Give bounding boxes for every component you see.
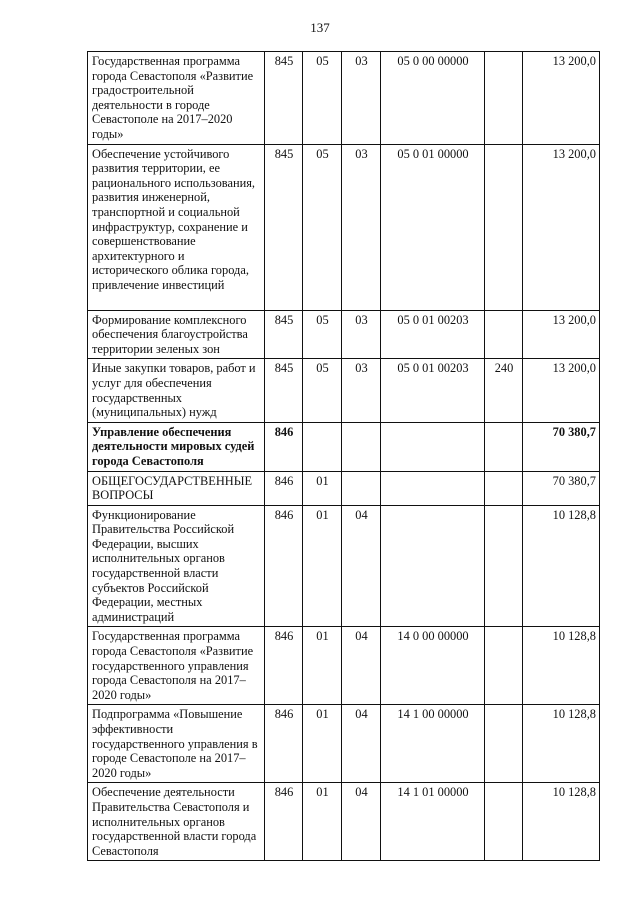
cell-pr: 04 xyxy=(342,627,381,705)
cell-pr: 04 xyxy=(342,505,381,627)
cell-vr xyxy=(485,310,523,359)
table-row xyxy=(88,705,600,783)
cell-csr: 05 0 01 00000 xyxy=(381,144,485,310)
cell-name: Управление обеспечения деятельности мировых судей города Севастополя xyxy=(88,422,265,471)
cell-rz: 05 xyxy=(303,144,342,310)
cell-csr: 14 0 00 00000 xyxy=(381,627,485,705)
cell-rz: 01 xyxy=(303,627,342,705)
cell-csr: 05 0 01 00203 xyxy=(381,359,485,422)
cell-vr: 240 xyxy=(485,359,523,422)
cell-sum: 70 380,7 xyxy=(523,471,600,505)
cell-csr xyxy=(381,505,485,627)
table-row xyxy=(88,310,600,359)
table-row xyxy=(88,144,600,310)
cell-rz: 01 xyxy=(303,471,342,505)
cell-name: Формирование комплексного обеспечения благоустройства территории зеленых зон xyxy=(88,310,265,359)
cell-grbs: 845 xyxy=(265,359,303,422)
cell-sum: 10 128,8 xyxy=(523,783,600,861)
cell-pr xyxy=(342,471,381,505)
cell-vr xyxy=(485,144,523,310)
cell-grbs: 846 xyxy=(265,471,303,505)
cell-name: Обеспечение деятельности Правительства Севастополя и исполнительных органов государственной власти города Севастополя xyxy=(88,783,265,861)
cell-pr: 04 xyxy=(342,705,381,783)
cell-name: Подпрограмма «Повышение эффективности государственного управления в городе Севастополе на 2017–2020 годы» xyxy=(88,705,265,783)
cell-grbs: 846 xyxy=(265,422,303,471)
cell-pr: 03 xyxy=(342,52,381,145)
cell-name: Государственная программа города Севастополя «Развитие градостроительной деятельности в городе Севастополе на 2017–2020 годы» xyxy=(88,52,265,145)
table-row xyxy=(88,52,600,145)
cell-sum: 10 128,8 xyxy=(523,627,600,705)
cell-grbs: 845 xyxy=(265,310,303,359)
cell-vr xyxy=(485,52,523,145)
cell-grbs: 846 xyxy=(265,505,303,627)
cell-pr: 03 xyxy=(342,359,381,422)
cell-vr xyxy=(485,627,523,705)
cell-name: Функционирование Правительства Российской Федерации, высших исполнительных органов государственной власти субъектов Российской Федерации, местных администраций xyxy=(88,505,265,627)
cell-csr xyxy=(381,422,485,471)
cell-csr: 05 0 00 00000 xyxy=(381,52,485,145)
table-row xyxy=(88,505,600,627)
cell-pr xyxy=(342,422,381,471)
cell-sum: 10 128,8 xyxy=(523,705,600,783)
cell-grbs: 846 xyxy=(265,705,303,783)
budget-table xyxy=(87,51,600,861)
table-row xyxy=(88,471,600,505)
cell-sum: 70 380,7 xyxy=(523,422,600,471)
cell-name: Государственная программа города Севастополя «Развитие государственного управления города Севастополя на 2017–2020 годы» xyxy=(88,627,265,705)
cell-pr: 03 xyxy=(342,310,381,359)
cell-vr xyxy=(485,505,523,627)
cell-rz: 01 xyxy=(303,705,342,783)
cell-csr: 05 0 01 00203 xyxy=(381,310,485,359)
table-body xyxy=(88,52,600,861)
cell-sum: 13 200,0 xyxy=(523,359,600,422)
cell-vr xyxy=(485,783,523,861)
table-row xyxy=(88,422,600,471)
cell-vr xyxy=(485,471,523,505)
cell-pr: 03 xyxy=(342,144,381,310)
cell-name: Иные закупки товаров, работ и услуг для обеспечения государственных (муниципальных) нужд xyxy=(88,359,265,422)
cell-vr xyxy=(485,422,523,471)
cell-vr xyxy=(485,705,523,783)
cell-csr xyxy=(381,471,485,505)
cell-name: ОБЩЕГОСУДАРСТВЕННЫЕ ВОПРОСЫ xyxy=(88,471,265,505)
cell-rz: 01 xyxy=(303,505,342,627)
cell-grbs: 845 xyxy=(265,52,303,145)
cell-rz: 05 xyxy=(303,310,342,359)
cell-pr: 04 xyxy=(342,783,381,861)
cell-grbs: 846 xyxy=(265,627,303,705)
cell-sum: 13 200,0 xyxy=(523,144,600,310)
cell-rz xyxy=(303,422,342,471)
cell-sum: 13 200,0 xyxy=(523,52,600,145)
table-row xyxy=(88,359,600,422)
table-row xyxy=(88,783,600,861)
table-row xyxy=(88,627,600,705)
cell-csr: 14 1 00 00000 xyxy=(381,705,485,783)
cell-sum: 13 200,0 xyxy=(523,310,600,359)
cell-rz: 05 xyxy=(303,359,342,422)
cell-sum: 10 128,8 xyxy=(523,505,600,627)
cell-rz: 01 xyxy=(303,783,342,861)
cell-grbs: 845 xyxy=(265,144,303,310)
cell-rz: 05 xyxy=(303,52,342,145)
cell-name: Обеспечение устойчивого развития территории, ее рационального использования, развития инженерной, транспортной и социальной инфраструктур, сохранение и совершенствование архитектурного и исторического облика города, привлечение инвестиций xyxy=(88,144,265,310)
cell-csr: 14 1 01 00000 xyxy=(381,783,485,861)
page-number: 137 xyxy=(310,20,330,35)
cell-grbs: 846 xyxy=(265,783,303,861)
